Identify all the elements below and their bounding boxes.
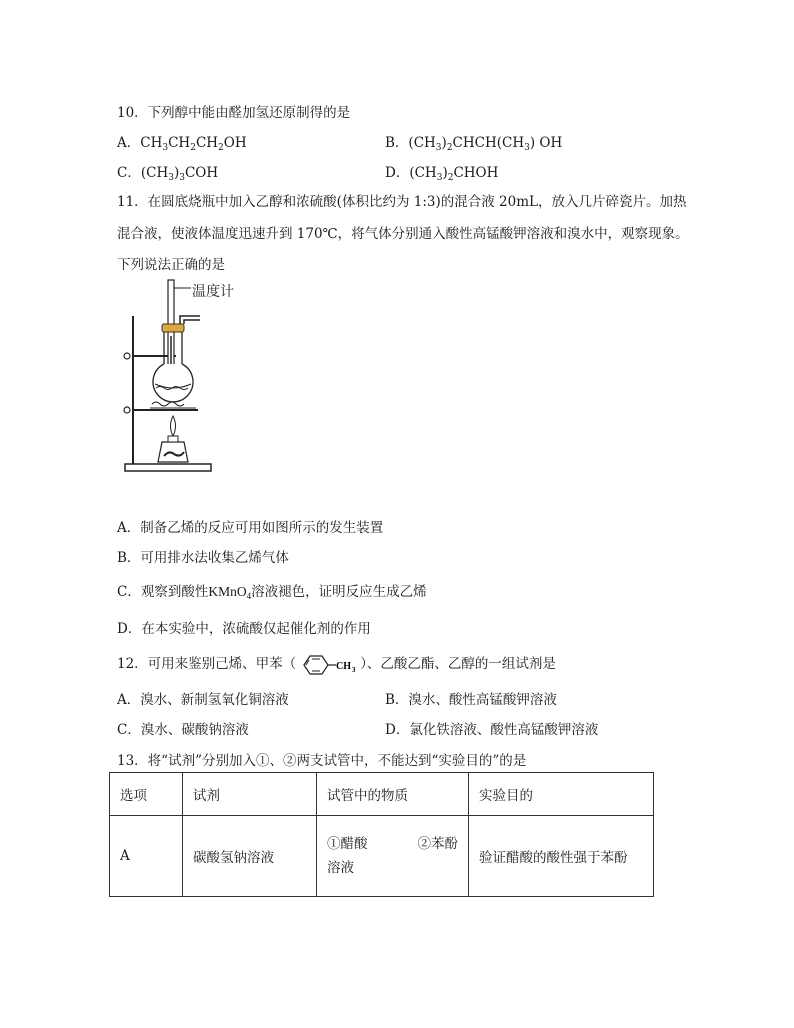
substance-2: ②苯酚 (417, 836, 458, 852)
header-reagent: 试剂 (183, 773, 317, 816)
q11-option-c: C．观察到酸性KMnO$_4$溶液褪色，证明反应生成乙烯 (117, 584, 427, 601)
q11-option-d: D．在本实验中，浓硫酸仅起催化剂的作用 (117, 621, 371, 637)
q13-table (109, 772, 654, 897)
thermometer-label: 温度计 (192, 284, 234, 300)
ethylene-apparatus-diagram (118, 276, 248, 478)
methyl-label: CH (336, 660, 352, 672)
cell-reagent: 碳酸氢钠溶液 (183, 816, 317, 897)
table-row (110, 816, 654, 897)
q10-option-a: A．$CH_3CH_2CH_2OH$ (117, 135, 247, 153)
methyl-subscript: 3 (352, 665, 356, 674)
q11-stem-line2: 混合液，使液体温度迅速升到 170℃，将气体分别通入酸性高锰酸钾溶液和溴水中，观察现象。 (117, 226, 689, 242)
header-purpose: 实验目的 (469, 773, 654, 816)
q11-stem-line1: 11．在圆底烧瓶中加入乙醇和浓硫酸(体积比约为 1:3)的混合液 20mL，放入几片碎瓷片。加热 (117, 194, 687, 210)
q12-option-b: B．溴水、酸性高锰酸钾溶液 (385, 692, 557, 708)
q12-option-a: A．溴水、新制氢氧化铜溶液 (117, 692, 289, 708)
cell-option: A (110, 816, 183, 897)
q10-option-d: D．$(CH_3)_2CHOH$ (385, 165, 499, 183)
header-option: 选项 (110, 773, 183, 816)
substance-2-cont: 溶液 (327, 860, 354, 876)
q11-stem-line3: 下列说法正确的是 (117, 257, 225, 273)
q10-option-c: C．$(CH_3)_3COH$ (117, 165, 219, 183)
header-substance: 试管中的物质 (317, 773, 469, 816)
cell-purpose: 验证醋酸的酸性强于苯酚 (469, 816, 654, 897)
q12-option-d: D．氯化铁溶液、酸性高锰酸钾溶液 (385, 722, 599, 738)
q12-stem: 12．可用来鉴别己烯、甲苯（ CH 3 ）、乙酸乙酯、乙醇的一组试剂是 (117, 652, 556, 676)
q12-option-c: C．溴水、碳酸钠溶液 (117, 722, 249, 738)
q10-option-b: B．$(CH_3)_2CHCH(CH_3)$ OH (385, 135, 563, 153)
q10-stem: 10．下列醇中能由醛加氢还原制得的是 (117, 105, 351, 121)
table-header-row (110, 773, 654, 816)
q13-stem: 13．将“试剂”分别加入①、②两支试管中，不能达到“实验目的”的是 (117, 753, 527, 769)
toluene-structure-icon (296, 654, 360, 676)
substance-1: ①醋酸 (327, 836, 368, 852)
cell-substance (317, 816, 469, 897)
q11-option-b: B．可用排水法收集乙烯气体 (117, 550, 289, 566)
kmno4-formula: KMnO$_4$ (208, 584, 252, 601)
q11-option-a: A．制备乙烯的反应可用如图所示的发生装置 (117, 520, 384, 536)
